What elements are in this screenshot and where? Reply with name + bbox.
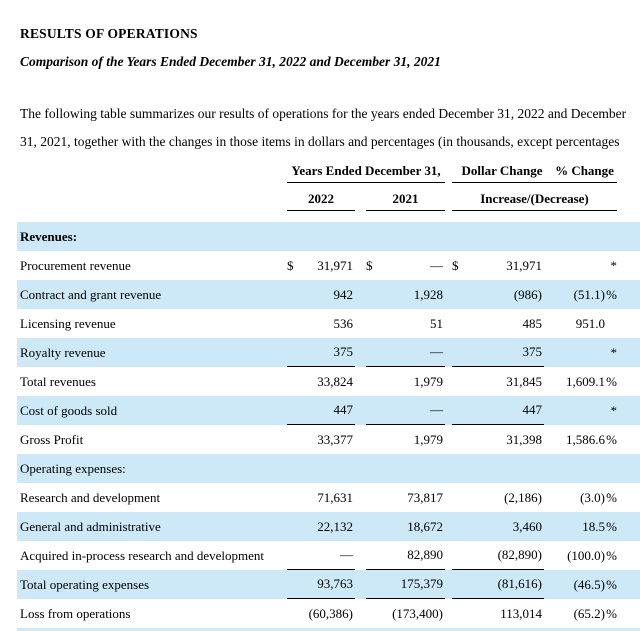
row-label: Total revenues <box>20 373 96 389</box>
col-percent-change-cell <box>552 512 617 541</box>
col-dollar-change-cell <box>452 222 544 251</box>
dollar-sign: $ <box>366 257 373 273</box>
percent-change-value: (51.1) <box>573 286 605 302</box>
dollar-change-value: 31,845 <box>506 373 542 389</box>
value-2022: 375 <box>333 344 353 359</box>
percent-change-value: 1,609.1 <box>566 373 605 389</box>
col-2021-cell <box>366 512 445 541</box>
dollar-change-value: (81,616) <box>497 576 542 591</box>
value-2021: 1,928 <box>413 286 443 302</box>
col-2022-cell <box>287 367 355 396</box>
col-2021-cell <box>366 570 445 599</box>
col-percent-change-cell <box>552 541 617 570</box>
col-2022-cell <box>287 251 355 280</box>
header-gap <box>355 183 366 211</box>
col-2021-cell <box>366 425 445 454</box>
col-2021-cell <box>366 309 445 338</box>
value-2022: 22,132 <box>317 518 353 534</box>
col-percent-change-cell <box>552 367 617 396</box>
value-2021: 175,379 <box>400 576 443 591</box>
dollar-change-value: 375 <box>522 344 542 359</box>
header-spacer <box>17 183 287 211</box>
percent-change-value: (3.0) <box>580 489 605 505</box>
col-dollar-change-cell <box>452 396 544 425</box>
col-2022-cell <box>287 396 355 425</box>
percent-change-value: 18.5 <box>582 518 605 534</box>
col-2021-cell <box>366 367 445 396</box>
header-spacer <box>17 160 287 183</box>
col-dollar-change-cell <box>452 570 544 599</box>
intro-line-2: 31, 2021, together with the changes in those items in dollars and percentages (in thousands, except percentages <box>20 134 620 149</box>
percent-change-suffix: % <box>606 576 617 592</box>
table-row-total-operating-expenses <box>17 570 640 599</box>
value-2021: — <box>430 402 443 417</box>
col-2021-cell <box>366 338 445 367</box>
value-2021: 73,817 <box>407 489 443 505</box>
value-2021: 82,890 <box>407 547 443 562</box>
row-label: Procurement revenue <box>20 257 131 273</box>
table-row-section-revenues <box>17 222 640 251</box>
dollar-change-value: 3,460 <box>512 518 542 534</box>
table-row-licensing-revenue <box>17 309 640 338</box>
value-2021: 51 <box>430 315 443 331</box>
header-gap <box>445 160 452 183</box>
table-row-section-operating-expenses <box>17 454 640 483</box>
table-row-acquired-iprd <box>17 541 640 570</box>
col-2022-cell <box>287 222 355 251</box>
value-2022: 33,824 <box>317 373 353 389</box>
table-row-loss-from-operations <box>17 599 640 628</box>
dollar-change-value: 113,014 <box>500 605 542 621</box>
table-header-groups <box>17 160 640 183</box>
percent-change-suffix: * <box>610 257 617 273</box>
percent-change-suffix: % <box>606 489 617 505</box>
row-label: Loss from operations <box>20 605 131 621</box>
dollar-sign: $ <box>452 257 459 273</box>
percent-change-value: (65.2) <box>573 605 605 621</box>
dollar-change-value: (986) <box>513 286 542 302</box>
dollar-change-value: (82,890) <box>497 547 542 562</box>
col-percent-change-cell <box>552 251 617 280</box>
header-col-2021: 2021 <box>366 183 445 211</box>
col-percent-change-cell <box>552 280 617 309</box>
col-percent-change-cell <box>552 222 617 251</box>
col-percent-change-cell <box>552 483 617 512</box>
col-2021-cell <box>366 483 445 512</box>
percent-change-value: (46.5) <box>573 576 605 592</box>
col-dollar-change-cell <box>452 338 544 367</box>
header-col-increase-decrease: Increase/(Decrease) <box>452 183 617 211</box>
table-row-procurement-revenue <box>17 251 640 280</box>
col-dollar-change-cell <box>452 280 544 309</box>
col-2022-cell <box>287 599 355 628</box>
value-2022: 93,763 <box>317 576 353 591</box>
percent-change-suffix: % <box>606 518 617 534</box>
col-dollar-change-cell <box>452 251 544 280</box>
percent-change-value: 951.0 <box>575 315 605 331</box>
col-2021-cell <box>366 222 445 251</box>
value-2021: 1,979 <box>413 373 443 389</box>
col-2022-cell <box>287 338 355 367</box>
row-label: Operating expenses: <box>20 460 126 476</box>
value-2021: (173,400) <box>392 605 443 621</box>
col-2022-cell <box>287 570 355 599</box>
percent-change-suffix: % <box>606 547 617 563</box>
dollar-change-value: 31,971 <box>506 257 542 273</box>
col-percent-change-cell <box>552 396 617 425</box>
header-gap <box>445 183 452 211</box>
header-years-ended: Years Ended December 31, <box>287 160 445 183</box>
col-percent-change-cell <box>552 338 617 367</box>
percent-change-suffix: * <box>610 344 617 360</box>
value-2022: — <box>340 547 353 562</box>
value-2022: (60,386) <box>308 605 353 621</box>
col-percent-change-cell <box>552 425 617 454</box>
percent-change-value: 1,586.6 <box>566 431 605 447</box>
row-label: Acquired in-process research and development <box>20 547 265 563</box>
col-dollar-change-cell <box>452 309 544 338</box>
percent-change-suffix: % <box>606 373 617 389</box>
col-percent-change-cell <box>552 309 617 338</box>
value-2022: 536 <box>333 315 353 331</box>
dollar-change-value: 485 <box>522 315 542 331</box>
value-2021: 18,672 <box>407 518 443 534</box>
table-row-total-revenues <box>17 367 640 396</box>
percent-change-value: (100.0) <box>567 547 605 563</box>
dollar-change-value: (2,186) <box>504 489 542 505</box>
header-percent-change: % Change <box>555 163 614 178</box>
table-header-columns <box>17 183 640 211</box>
col-2022-cell <box>287 512 355 541</box>
value-2022: 942 <box>333 286 353 302</box>
value-2022: 33,377 <box>317 431 353 447</box>
table-row-contract-grant-revenue <box>17 280 640 309</box>
header-body-spacer <box>17 211 640 222</box>
row-label: Cost of goods sold <box>20 402 118 418</box>
col-dollar-change-cell <box>452 541 544 570</box>
percent-change-suffix: % <box>606 431 617 447</box>
header-change-group <box>452 160 617 183</box>
value-2022: 71,631 <box>317 489 353 505</box>
col-2021-cell <box>366 541 445 570</box>
value-2022: 31,971 <box>317 257 353 273</box>
row-label: Research and development <box>20 489 161 505</box>
page-title: RESULTS OF OPERATIONS <box>20 26 198 41</box>
col-percent-change-cell <box>552 454 617 483</box>
intro-paragraph <box>20 100 640 156</box>
intro-line-1: The following table summarizes our results of operations for the years ended December 31, 2022 and December <box>20 106 627 121</box>
col-2021-cell <box>366 251 445 280</box>
col-2022-cell <box>287 280 355 309</box>
col-2022-cell <box>287 541 355 570</box>
value-2022: 447 <box>333 402 353 417</box>
table-row-royalty-revenue <box>17 338 640 367</box>
col-2022-cell <box>287 309 355 338</box>
table-row-general-administrative <box>17 512 640 541</box>
table-row-cost-of-goods-sold <box>17 396 640 425</box>
row-label: Revenues: <box>20 228 78 244</box>
col-dollar-change-cell <box>452 367 544 396</box>
row-label: Contract and grant revenue <box>20 286 162 302</box>
col-2022-cell <box>287 483 355 512</box>
section-subtitle: Comparison of the Years Ended December 31, 2022 and December 31, 2021 <box>20 54 441 69</box>
col-2021-cell <box>366 599 445 628</box>
results-of-operations-table <box>17 160 640 631</box>
col-2022-cell <box>287 454 355 483</box>
row-label: Royalty revenue <box>20 344 106 360</box>
header-col-2022: 2022 <box>287 183 355 211</box>
row-label: General and administrative <box>20 518 161 534</box>
col-dollar-change-cell <box>452 454 544 483</box>
col-percent-change-cell <box>552 599 617 628</box>
percent-change-suffix: * <box>610 402 617 418</box>
value-2021: 1,979 <box>413 431 443 447</box>
col-2021-cell <box>366 454 445 483</box>
col-dollar-change-cell <box>452 512 544 541</box>
table-row-research-development <box>17 483 640 512</box>
percent-change-suffix: % <box>606 605 617 621</box>
col-2021-cell <box>366 396 445 425</box>
dollar-sign: $ <box>287 257 294 273</box>
table-row-gross-profit <box>17 425 640 454</box>
value-2021: — <box>430 344 443 359</box>
dollar-change-value: 31,398 <box>506 431 542 447</box>
col-2022-cell <box>287 425 355 454</box>
col-2021-cell <box>366 280 445 309</box>
col-dollar-change-cell <box>452 483 544 512</box>
row-label: Total operating expenses <box>20 576 150 592</box>
col-dollar-change-cell <box>452 425 544 454</box>
col-dollar-change-cell <box>452 599 544 628</box>
row-label: Licensing revenue <box>20 315 116 331</box>
header-dollar-change: Dollar Change <box>461 163 543 178</box>
col-percent-change-cell <box>552 570 617 599</box>
value-2021: — <box>430 257 443 273</box>
row-label: Gross Profit <box>20 431 84 447</box>
dollar-change-value: 447 <box>522 402 542 417</box>
percent-change-suffix: % <box>606 286 617 302</box>
